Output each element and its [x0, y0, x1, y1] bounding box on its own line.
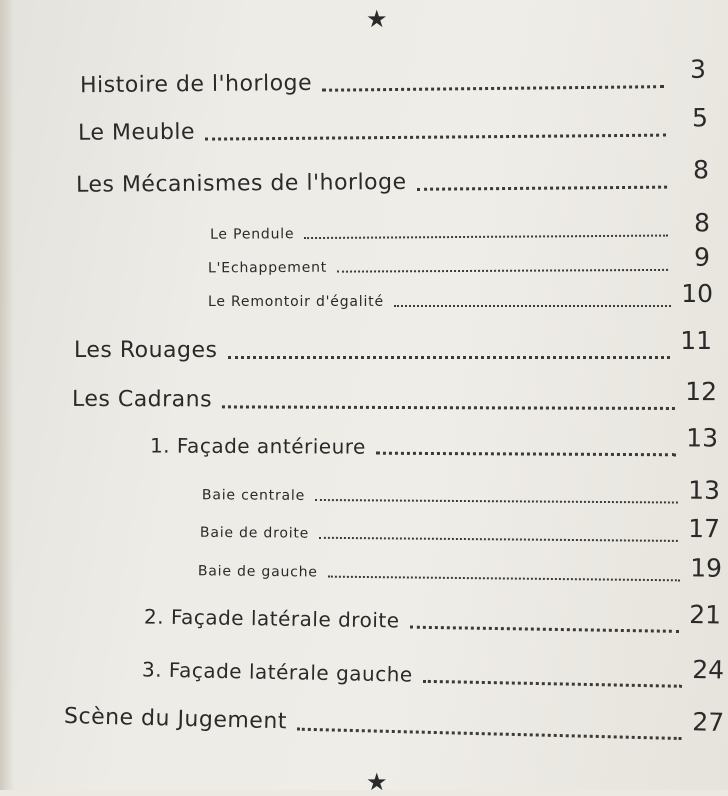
toc-entry-label: Les Cadrans	[71, 386, 213, 413]
toc-entry	[75, 155, 710, 198]
toc-entry	[77, 103, 709, 146]
dot-leader	[376, 452, 676, 457]
toc-entry-page: 12	[685, 377, 718, 407]
dot-leader	[304, 235, 668, 240]
page-edge-shadow	[0, 0, 14, 790]
dot-leader	[394, 305, 671, 307]
toc-entry-page: 19	[690, 553, 723, 583]
toc-subentry	[207, 242, 711, 277]
dot-leader	[417, 186, 667, 191]
dot-leader	[423, 680, 682, 688]
toc-entry-label: Le Remontoir d'égalité	[208, 294, 384, 310]
toc-entry-page: 13	[686, 423, 719, 453]
dot-leader	[297, 728, 682, 740]
toc-subentry	[200, 512, 720, 546]
star-ornament-icon: ★	[366, 5, 388, 33]
toc-subentry	[202, 474, 720, 507]
toc-entry-page: 11	[680, 326, 712, 355]
toc-entry-page: 3	[689, 54, 707, 84]
toc-entry-label: Histoire de l'horloge	[79, 70, 313, 99]
toc-entry-page: 5	[691, 103, 709, 133]
toc-entry-label: Baie de gauche	[197, 563, 318, 581]
toc-entry-label: 3. Façade latérale gauche	[141, 657, 413, 687]
dot-leader	[228, 356, 670, 359]
star-ornament-icon: ★	[366, 768, 388, 796]
toc-entry	[71, 377, 718, 414]
toc-entry-label: Scène du Jugement	[63, 703, 288, 735]
toc-section	[149, 423, 719, 461]
toc-entry	[79, 54, 707, 99]
toc-entry-page: 9	[694, 242, 711, 272]
toc-entry-page: 27	[691, 707, 725, 738]
dot-leader	[205, 134, 666, 141]
toc-entry-page: 17	[688, 513, 721, 544]
toc-entry-page: 24	[692, 654, 725, 685]
toc-entry-label: Le Meuble	[77, 119, 196, 146]
toc-entry-label: Baie centrale	[201, 487, 306, 504]
toc-entry-label: 1. Façade antérieure	[149, 433, 366, 459]
toc-entry-page: 8	[693, 208, 711, 238]
toc-entry-label: Les Mécanismes de l'horloge	[75, 169, 407, 198]
toc-entry-page: 8	[692, 155, 710, 185]
toc-entry-label: Les Rouages	[74, 338, 218, 363]
toc-entry-label: Baie de droite	[199, 524, 310, 542]
toc-entry	[74, 326, 712, 363]
dot-leader	[222, 405, 675, 410]
toc-subentry	[210, 210, 710, 242]
toc-entry-page: 21	[689, 600, 722, 630]
toc-entry-page: 10	[681, 279, 713, 308]
toc-section	[144, 599, 721, 637]
toc-subentry	[208, 281, 713, 310]
toc-section	[142, 652, 724, 692]
toc-entry-label: L'Echappement	[207, 259, 328, 277]
dot-leader	[322, 85, 664, 92]
toc-entry-label: 2. Façade latérale droite	[143, 604, 400, 633]
dot-leader	[409, 626, 678, 633]
dot-leader	[319, 537, 678, 542]
toc-entry	[64, 700, 725, 745]
dot-leader	[337, 269, 668, 273]
dot-leader	[315, 499, 678, 504]
dot-leader	[328, 576, 680, 582]
toc-entry-label: Le Pendule	[209, 226, 295, 243]
toc-subentry	[198, 550, 722, 584]
toc-entry-page: 13	[688, 475, 721, 505]
